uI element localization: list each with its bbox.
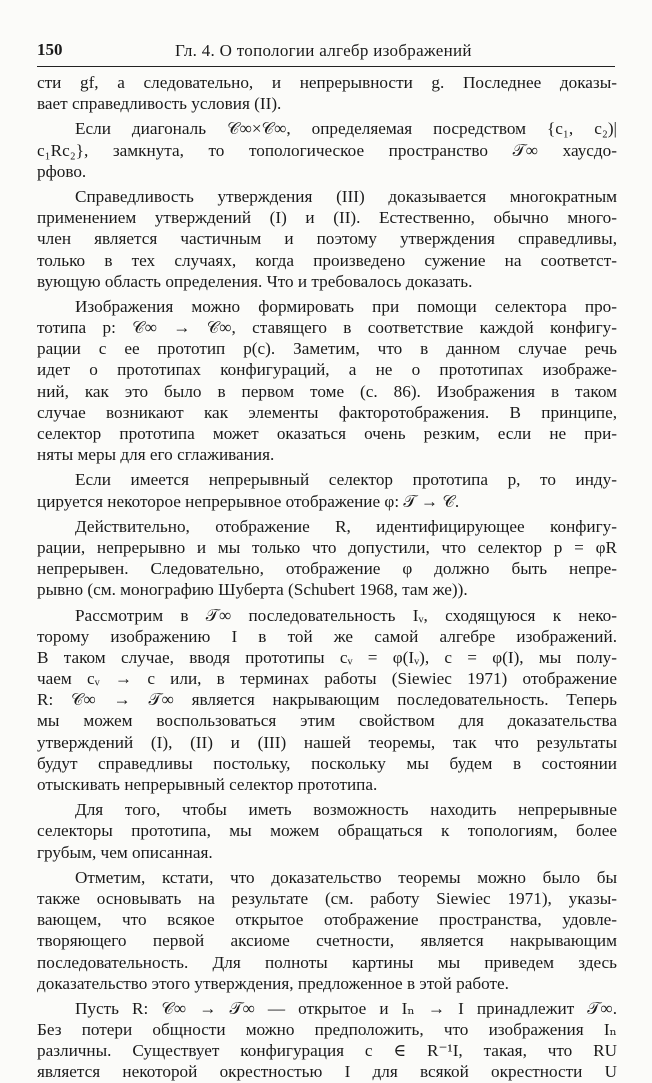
text-line: случае возникают как элементы фактоpотображения. В принципе, — [37, 402, 617, 422]
paragraph — [37, 186, 617, 292]
page-number: 150 — [37, 40, 63, 59]
text-line: Рассмотрим в 𝒯∞ последовательность Iᵥ, сходящуюся к неко- — [75, 605, 617, 625]
body-text — [37, 72, 617, 1083]
paragraph — [37, 469, 617, 511]
text-line: будут справедливы постольку, поскольку мы будем в состоянии — [37, 753, 617, 773]
text-line: рации, непрерывно и мы только что допустили, что селектор p = φR — [37, 537, 617, 557]
text-line: идет о прототипах конфигураций, а не о прототипах изображе- — [37, 360, 617, 380]
text-line: грубым, чем описанная. — [37, 842, 213, 862]
paragraph — [37, 296, 617, 466]
text-line: рации c ее прототип p(c). Заметим, что в данном случае речь — [37, 339, 617, 359]
text-line: член является частичным и поэтому утверждения справедливы, — [37, 229, 617, 249]
text-line: применением утверждений (I) и (II). Естественно, обычно много- — [37, 208, 617, 228]
text-line: вующую область определения. Что и требовалось доказать. — [37, 271, 473, 291]
text-line: отыскивать непрерывный селектор прототипа. — [37, 775, 378, 794]
text-line: вает справедливость условия (II). — [37, 94, 282, 114]
text-line: цируется некоторое непрерывное отображение φ: 𝒯 → 𝒞. — [37, 491, 460, 511]
text-line: Если диагональ 𝒞∞×𝒞∞, определяемая посредством {c₁, c₂)| — [75, 119, 617, 139]
text-line: Без потери общности можно предположить, что изображения Iₙ — [37, 1020, 617, 1040]
text-line: рывно (см. монографию Шуберта (Schubert 1968, там же)). — [37, 580, 468, 600]
paragraph — [37, 605, 617, 796]
text-line: Действительно, отображение R, идентифицирующее конфигу- — [75, 516, 617, 536]
text-line: тотипа p: 𝒞∞ → 𝒞∞, ставящего в соответствие каждой конфигу- — [37, 318, 617, 338]
text-line: Отметим, кстати, что доказательство теоремы можно было бы — [75, 867, 617, 887]
text-line: Справедливость утверждения (III) доказывается многократным — [75, 186, 617, 206]
text-line: c₁Rc₂}, замкнута, то топологическое пространство 𝒯∞ хаусдо- — [37, 140, 617, 160]
text-line: ний, как это было в первом томе (с. 86). Изображения в таком — [37, 381, 617, 401]
paragraph — [37, 516, 617, 601]
paragraph — [37, 799, 617, 863]
running-title: Гл. 4. О топологии алгебр изображений — [175, 41, 472, 60]
text-line: утверждений (I), (II) и (III) нашей теоремы, так что результаты — [37, 732, 617, 752]
text-line: Изображения можно формировать при помощи селектора про- — [75, 296, 617, 316]
text-line: различны. Существует конфигурация c ∈ R⁻¹I, такая, что RU — [37, 1041, 617, 1061]
text-line: вающем, что всякое открытое отображение пространства, удовле- — [37, 910, 617, 930]
text-line: рфово. — [37, 161, 87, 181]
text-line: селекторы прототипа, мы можем обращаться к топологиям, более — [37, 821, 617, 841]
text-line: мы можем воспользоваться этим свойством для доказательства — [37, 711, 617, 731]
text-line: Пусть R: 𝒞∞ → 𝒯∞ — открытое и Iₙ → I принадлежит 𝒯∞. — [75, 998, 617, 1018]
text-line: Если имеется непрерывный селектор прототипа p, то инду- — [75, 470, 617, 490]
text-line: Для того, чтобы иметь возможность находить непрерывные — [75, 800, 617, 820]
text-line: торому изображению I в той же самой алгебре изображений. — [37, 626, 617, 646]
text-line: непрерывен. Следовательно, отображение φ должно быть непре- — [37, 559, 617, 579]
text-line: творяющего первой аксиоме счетности, является накрывающим — [37, 931, 617, 951]
text-line: R: 𝒞∞ → 𝒯∞ является накрывающим последовательность. Теперь — [37, 690, 617, 710]
paragraph — [37, 867, 617, 994]
text-line: чаем cᵥ → c или, в терминах работы (Siewiec 1971) отображение — [37, 669, 617, 689]
text-line: селектор прототипа может оказаться очень резким, если не при- — [37, 424, 617, 443]
paragraph — [37, 72, 617, 114]
text-line: также основывать на результате (см. работу Siewiec 1971), указы- — [37, 888, 617, 908]
text-line: только в тех случаях, когда произведено сужение на соответст- — [37, 250, 617, 270]
text-line: В таком случае, вводя прототипы cᵥ = φ(Iᵥ), c = φ(I), мы полу- — [37, 647, 617, 667]
text-line: доказательство этого утверждения, предложенное в этой работе. — [37, 973, 509, 993]
text-line: последовательность. Для полноты картины мы приведем здесь — [37, 952, 617, 972]
paragraph — [37, 118, 617, 182]
text-line: няты меры для его сглаживания. — [37, 445, 275, 465]
paragraph — [37, 998, 617, 1083]
running-header — [37, 40, 615, 67]
text-line: сти gf, а следовательно, и непрерывности g. Последнее доказы- — [37, 73, 617, 92]
text-line: является некоторой окрестностью I для всякой окрестности U — [37, 1062, 617, 1082]
